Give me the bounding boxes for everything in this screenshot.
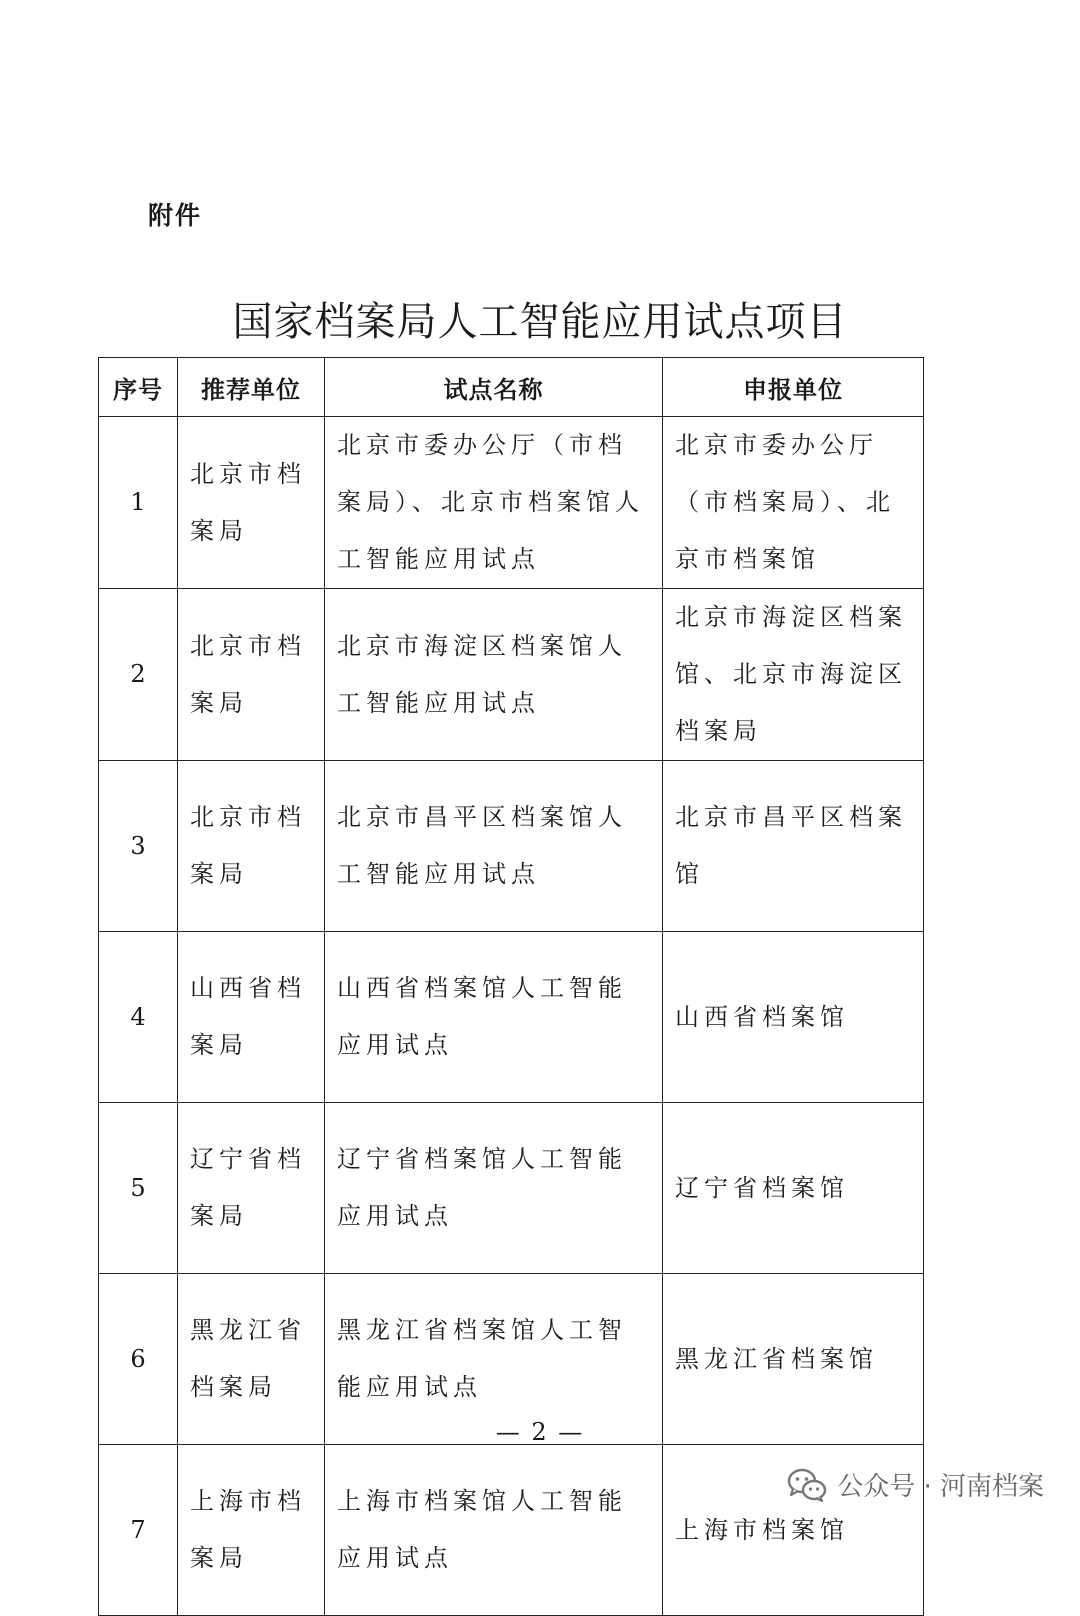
applicant-cell: 北京市海淀区档案馆、北京市海淀区档案局 [663, 589, 924, 761]
recommender-cell: 上海市档案局 [178, 1445, 325, 1616]
table-header-row [99, 358, 924, 417]
row-number: 5 [99, 1103, 178, 1274]
pilot-name-cell: 北京市委办公厅（市档案局）、北京市档案馆人工智能应用试点 [325, 417, 663, 589]
applicant-cell: 山西省档案馆 [663, 932, 924, 1103]
attachment-label: 附件 [148, 201, 203, 230]
table-row [99, 589, 924, 761]
applicant-cell: 北京市委办公厅（市档案局）、北京市档案馆 [663, 417, 924, 589]
row-number: 3 [99, 761, 178, 932]
table-row [99, 417, 924, 589]
pilot-name-cell: 上海市档案馆人工智能应用试点 [325, 1445, 663, 1616]
applicant-cell: 黑龙江省档案馆 [663, 1274, 924, 1445]
applicant-cell: 辽宁省档案馆 [663, 1103, 924, 1274]
recommender-cell: 山西省档案局 [178, 932, 325, 1103]
pilot-name-cell: 北京市昌平区档案馆人工智能应用试点 [325, 761, 663, 932]
page-number: — 2 — [495, 1418, 585, 1446]
applicant-cell: 北京市昌平区档案馆 [663, 761, 924, 932]
applicant-cell: 上海市档案馆 [663, 1445, 924, 1616]
header-pilot-name: 试点名称 [325, 358, 663, 417]
recommender-cell: 北京市档案局 [178, 761, 325, 932]
document-title: 国家档案局人工智能应用试点项目 [232, 299, 848, 345]
pilot-name-cell: 黑龙江省档案馆人工智能应用试点 [325, 1274, 663, 1445]
recommender-cell: 辽宁省档案局 [178, 1103, 325, 1274]
table-row [99, 1103, 924, 1274]
pilot-name-cell: 山西省档案馆人工智能应用试点 [325, 932, 663, 1103]
row-number: 4 [99, 932, 178, 1103]
pilot-name-cell: 北京市海淀区档案馆人工智能应用试点 [325, 589, 663, 761]
row-number: 7 [99, 1445, 178, 1616]
recommender-cell: 北京市档案局 [178, 417, 325, 589]
row-number: 2 [99, 589, 178, 761]
table-row [99, 932, 924, 1103]
watermark [787, 1466, 1044, 1503]
recommender-cell: 黑龙江省档案局 [178, 1274, 325, 1445]
header-applicant: 申报单位 [663, 358, 924, 417]
wechat-icon [787, 1468, 827, 1502]
watermark-text: 公众号 · 河南档案 [837, 1472, 1044, 1502]
pilot-name-cell: 辽宁省档案馆人工智能应用试点 [325, 1103, 663, 1274]
header-no: 序号 [99, 358, 178, 417]
header-recommender: 推荐单位 [178, 358, 325, 417]
recommender-cell: 北京市档案局 [178, 589, 325, 761]
table-row [99, 761, 924, 932]
row-number: 6 [99, 1274, 178, 1445]
row-number: 1 [99, 417, 178, 589]
